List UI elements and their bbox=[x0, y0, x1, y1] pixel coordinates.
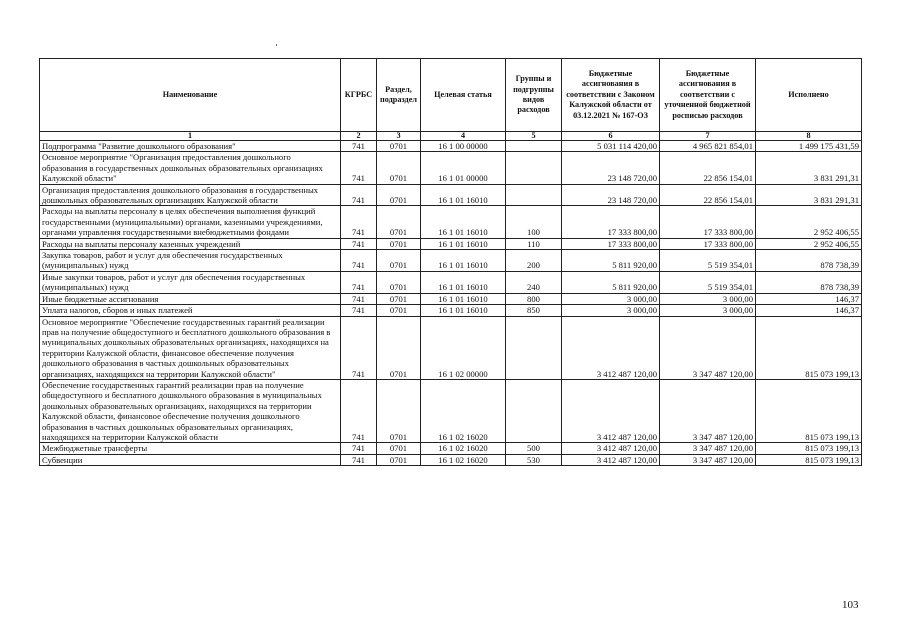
cell-refined-allocation: 3 347 487 120,00 bbox=[660, 316, 756, 379]
cell-law-allocation: 17 333 800,00 bbox=[562, 206, 660, 238]
cell-group: 850 bbox=[506, 305, 562, 316]
table-row bbox=[40, 206, 862, 238]
cell-group: 800 bbox=[506, 293, 562, 304]
cell-executed: 2 952 406,55 bbox=[756, 238, 862, 249]
table-row bbox=[40, 293, 862, 304]
cell-target: 16 1 02 16020 bbox=[421, 443, 506, 454]
column-number: 3 bbox=[377, 132, 421, 141]
column-number: 4 bbox=[421, 132, 506, 141]
cell-group: 200 bbox=[506, 250, 562, 272]
table-row bbox=[40, 184, 862, 206]
cell-refined-allocation: 5 519 354,01 bbox=[660, 250, 756, 272]
cell-law-allocation: 3 000,00 bbox=[562, 305, 660, 316]
cell-name: Уплата налогов, сборов и иных платежей bbox=[40, 305, 341, 316]
cell-target: 16 1 01 16010 bbox=[421, 293, 506, 304]
cell-group: 110 bbox=[506, 238, 562, 249]
cell-refined-allocation: 22 856 154,01 bbox=[660, 152, 756, 184]
cell-executed: 3 831 291,31 bbox=[756, 152, 862, 184]
table-body bbox=[40, 141, 862, 466]
cell-target: 16 1 02 16020 bbox=[421, 379, 506, 442]
cell-section: 0701 bbox=[377, 238, 421, 249]
column-number-row bbox=[40, 132, 862, 141]
table-row bbox=[40, 443, 862, 454]
cell-section: 0701 bbox=[377, 379, 421, 442]
cell-group: 500 bbox=[506, 443, 562, 454]
cell-name: Основное мероприятие "Организация предоставления дошкольного образования в государственных дошкольных образовательных организациях Калужской области" bbox=[40, 152, 341, 184]
header-law-allocations: Бюджетные ассигнования в соответствии с Законом Калужской области от 03.12.2021 № 167-ОЗ bbox=[562, 59, 660, 132]
page-number: 103 bbox=[842, 599, 859, 611]
cell-name: Расходы на выплаты персоналу в целях обеспечения выполнения функций государственными (муниципальными) органами, казенными учреждениями, органами управления государственными внебюджетными фондами bbox=[40, 206, 341, 238]
header-executed: Исполнено bbox=[756, 59, 862, 132]
cell-kgrbs: 741 bbox=[341, 206, 377, 238]
cell-section: 0701 bbox=[377, 454, 421, 465]
cell-kgrbs: 741 bbox=[341, 454, 377, 465]
table-row bbox=[40, 379, 862, 442]
column-number: 7 bbox=[660, 132, 756, 141]
cell-kgrbs: 741 bbox=[341, 379, 377, 442]
cell-refined-allocation: 4 965 821 854,01 bbox=[660, 141, 756, 152]
cell-executed: 878 738,39 bbox=[756, 271, 862, 293]
budget-table bbox=[39, 58, 862, 466]
cell-refined-allocation: 17 333 800,00 bbox=[660, 238, 756, 249]
header-groups: Группы и подгруппы видов расходов bbox=[506, 59, 562, 132]
cell-target: 16 1 01 16010 bbox=[421, 184, 506, 206]
cell-name: Обеспечение государственных гарантий реализации прав на получение общедоступного и бесплатного дошкольного образования в муниципальных дошкольных образовательных организациях, находящихся на территории Калужской области, финансовое обеспечение получения дошкольного образования в частных дошкольных образовательных организациях, находящихся на территории Калужской области bbox=[40, 379, 341, 442]
cell-law-allocation: 23 148 720,00 bbox=[562, 152, 660, 184]
column-number: 1 bbox=[40, 132, 341, 141]
cell-section: 0701 bbox=[377, 250, 421, 272]
cell-executed: 878 738,39 bbox=[756, 250, 862, 272]
cell-group: 240 bbox=[506, 271, 562, 293]
cell-group bbox=[506, 316, 562, 379]
cell-kgrbs: 741 bbox=[341, 238, 377, 249]
cell-law-allocation: 3 000,00 bbox=[562, 293, 660, 304]
cell-executed: 815 073 199,13 bbox=[756, 443, 862, 454]
cell-group bbox=[506, 379, 562, 442]
cell-law-allocation: 3 412 487 120,00 bbox=[562, 454, 660, 465]
cell-kgrbs: 741 bbox=[341, 141, 377, 152]
cell-target: 16 1 01 16010 bbox=[421, 206, 506, 238]
header-kgrbs: КГРБС bbox=[341, 59, 377, 132]
cell-executed: 815 073 199,13 bbox=[756, 454, 862, 465]
column-number: 2 bbox=[341, 132, 377, 141]
cell-target: 16 1 00 00000 bbox=[421, 141, 506, 152]
cell-name: Межбюджетные трансферты bbox=[40, 443, 341, 454]
cell-section: 0701 bbox=[377, 293, 421, 304]
cell-group bbox=[506, 184, 562, 206]
cell-executed: 1 499 175 431,59 bbox=[756, 141, 862, 152]
cell-group bbox=[506, 152, 562, 184]
cell-refined-allocation: 3 000,00 bbox=[660, 305, 756, 316]
cell-name: Основное мероприятие "Обеспечение государственных гарантий реализации прав на получение общедоступного и бесплатного дошкольного образования в муниципальных дошкольных образовательных организациях, находящихся на территории Калужской области, финансовое обеспечение получения дошкольного образования в частных дошкольных образовательных организациях, находящихся на территории Калужской области" bbox=[40, 316, 341, 379]
cell-refined-allocation: 3 000,00 bbox=[660, 293, 756, 304]
cell-target: 16 1 01 16010 bbox=[421, 238, 506, 249]
cell-refined-allocation: 3 347 487 120,00 bbox=[660, 379, 756, 442]
cell-kgrbs: 741 bbox=[341, 184, 377, 206]
cell-section: 0701 bbox=[377, 152, 421, 184]
cell-law-allocation: 17 333 800,00 bbox=[562, 238, 660, 249]
cell-kgrbs: 741 bbox=[341, 316, 377, 379]
cell-law-allocation: 5 811 920,00 bbox=[562, 271, 660, 293]
table-row bbox=[40, 250, 862, 272]
cell-target: 16 1 01 16010 bbox=[421, 305, 506, 316]
cell-law-allocation: 3 412 487 120,00 bbox=[562, 316, 660, 379]
cell-group: 100 bbox=[506, 206, 562, 238]
cell-law-allocation: 3 412 487 120,00 bbox=[562, 443, 660, 454]
cell-name: Иные бюджетные ассигнования bbox=[40, 293, 341, 304]
header-target: Целевая статья bbox=[421, 59, 506, 132]
cell-kgrbs: 741 bbox=[341, 152, 377, 184]
cell-section: 0701 bbox=[377, 316, 421, 379]
cell-kgrbs: 741 bbox=[341, 271, 377, 293]
cell-executed: 2 952 406,55 bbox=[756, 206, 862, 238]
cell-kgrbs: 741 bbox=[341, 443, 377, 454]
header-refined-allocations: Бюджетные ассигнования в соответствии с уточненной бюджетной росписью расходов bbox=[660, 59, 756, 132]
cell-target: 16 1 01 00000 bbox=[421, 152, 506, 184]
table-row bbox=[40, 141, 862, 152]
cell-kgrbs: 741 bbox=[341, 250, 377, 272]
cell-name: Подпрограмма "Развитие дошкольного образования" bbox=[40, 141, 341, 152]
header-section: Раздел, подраздел bbox=[377, 59, 421, 132]
cell-kgrbs: 741 bbox=[341, 305, 377, 316]
cell-refined-allocation: 5 519 354,01 bbox=[660, 271, 756, 293]
cell-name: Субвенции bbox=[40, 454, 341, 465]
cell-executed: 146,37 bbox=[756, 293, 862, 304]
cell-name: Расходы на выплаты персоналу казенных учреждений bbox=[40, 238, 341, 249]
table-row bbox=[40, 271, 862, 293]
table-row bbox=[40, 316, 862, 379]
cell-law-allocation: 3 412 487 120,00 bbox=[562, 379, 660, 442]
cell-executed: 815 073 199,13 bbox=[756, 316, 862, 379]
cell-refined-allocation: 22 856 154,01 bbox=[660, 184, 756, 206]
cell-name: Закупка товаров, работ и услуг для обеспечения государственных (муниципальных) нужд bbox=[40, 250, 341, 272]
table-row bbox=[40, 305, 862, 316]
cell-name: Организация предоставления дошкольного образования в государственных дошкольных образовательных организациях Калужской области bbox=[40, 184, 341, 206]
cell-section: 0701 bbox=[377, 184, 421, 206]
column-number: 8 bbox=[756, 132, 862, 141]
cell-section: 0701 bbox=[377, 443, 421, 454]
cell-refined-allocation: 17 333 800,00 bbox=[660, 206, 756, 238]
cell-target: 16 1 01 16010 bbox=[421, 271, 506, 293]
cell-group: 530 bbox=[506, 454, 562, 465]
cell-section: 0701 bbox=[377, 141, 421, 152]
table-row bbox=[40, 152, 862, 184]
column-number: 6 bbox=[562, 132, 660, 141]
cell-refined-allocation: 3 347 487 120,00 bbox=[660, 443, 756, 454]
cell-section: 0701 bbox=[377, 206, 421, 238]
cell-law-allocation: 5 811 920,00 bbox=[562, 250, 660, 272]
cell-section: 0701 bbox=[377, 305, 421, 316]
cell-section: 0701 bbox=[377, 271, 421, 293]
cell-target: 16 1 01 16010 bbox=[421, 250, 506, 272]
cell-law-allocation: 23 148 720,00 bbox=[562, 184, 660, 206]
cell-executed: 815 073 199,13 bbox=[756, 379, 862, 442]
header-name: Наименование bbox=[40, 59, 341, 132]
cell-kgrbs: 741 bbox=[341, 293, 377, 304]
cell-target: 16 1 02 00000 bbox=[421, 316, 506, 379]
cell-group bbox=[506, 141, 562, 152]
scan-speck bbox=[276, 44, 277, 46]
table-row bbox=[40, 454, 862, 465]
column-number: 5 bbox=[506, 132, 562, 141]
cell-executed: 3 831 291,31 bbox=[756, 184, 862, 206]
cell-name: Иные закупки товаров, работ и услуг для обеспечения государственных (муниципальных) нужд bbox=[40, 271, 341, 293]
table-header-row bbox=[40, 59, 862, 132]
cell-executed: 146,37 bbox=[756, 305, 862, 316]
cell-refined-allocation: 3 347 487 120,00 bbox=[660, 454, 756, 465]
cell-target: 16 1 02 16020 bbox=[421, 454, 506, 465]
table-row bbox=[40, 238, 862, 249]
cell-law-allocation: 5 031 114 420,00 bbox=[562, 141, 660, 152]
